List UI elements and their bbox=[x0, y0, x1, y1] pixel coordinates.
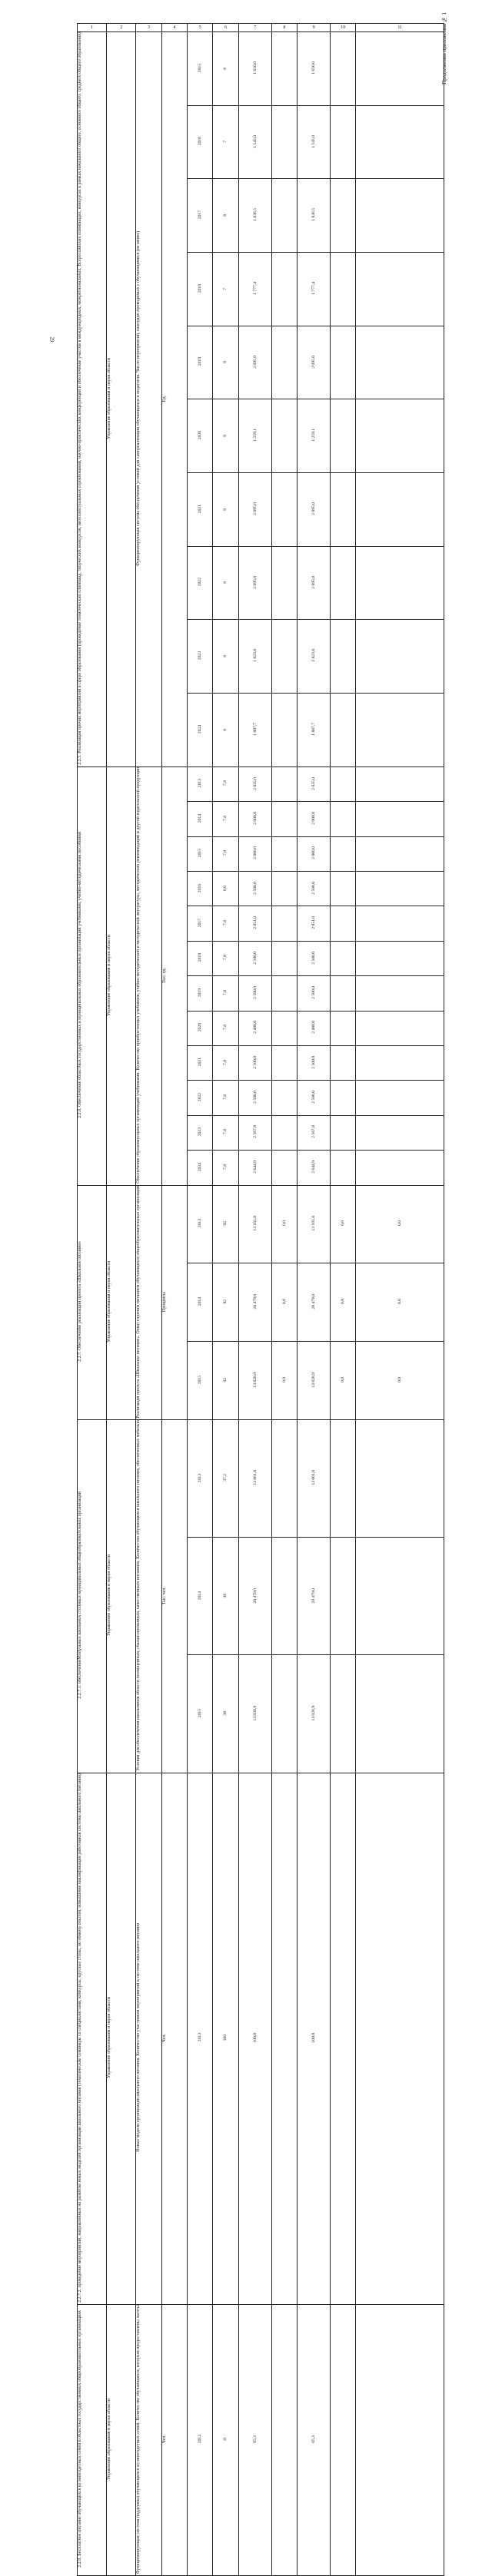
fed-cell bbox=[271, 620, 297, 694]
table-row bbox=[78, 767, 444, 801]
total-cell: 1 836,5 bbox=[238, 179, 271, 253]
column-number-cell: 7 bbox=[238, 24, 271, 32]
total-cell: 2 567,8 bbox=[238, 1115, 271, 1150]
qty-cell: 8 bbox=[213, 399, 238, 473]
other-cell bbox=[356, 546, 444, 620]
fed-cell bbox=[271, 976, 297, 1011]
fed-cell: 0,0 bbox=[271, 1185, 297, 1263]
year-cell: 2017 bbox=[188, 906, 213, 941]
regional-cell: 2 051,0 bbox=[298, 906, 331, 941]
year-cell: 2024 bbox=[188, 1151, 213, 1185]
table-row bbox=[78, 1420, 444, 1538]
qty-cell: 7,8 bbox=[213, 836, 238, 871]
qty-cell: 8 bbox=[213, 179, 238, 253]
regional-cell: 1 887,7 bbox=[298, 694, 331, 767]
regional-cell: 13 061,8 bbox=[298, 1420, 331, 1538]
regional-cell: 1 545,0 bbox=[298, 105, 331, 179]
qty-cell: 160 bbox=[213, 1773, 238, 2304]
other-cell bbox=[356, 906, 444, 941]
table-row bbox=[78, 1185, 444, 1263]
total-cell: 2 000,0 bbox=[238, 802, 271, 836]
executor-cell: Управление образования и науки области bbox=[107, 2304, 136, 2575]
year-cell: 2022 bbox=[188, 1081, 213, 1115]
local-cell bbox=[331, 941, 356, 975]
year-cell: 2019 bbox=[188, 326, 213, 399]
total-cell: 1 777,4 bbox=[238, 253, 271, 326]
regional-cell: 2 500,0 bbox=[298, 976, 331, 1011]
qty-cell: 8 bbox=[213, 694, 238, 767]
qty-cell: 7,8 bbox=[213, 1151, 238, 1185]
year-cell: 2016 bbox=[188, 871, 213, 906]
year-cell: 2015 bbox=[188, 836, 213, 871]
column-number-cell: 3 bbox=[136, 24, 161, 32]
qty-cell: 92 bbox=[213, 1185, 238, 1263]
regional-cell: 13 028,9 bbox=[298, 1655, 331, 1773]
fed-cell bbox=[271, 1655, 297, 1773]
column-number-cell: 2 bbox=[107, 24, 136, 32]
regional-cell: 2 500,0 bbox=[298, 871, 331, 906]
qty-cell: 7,8 bbox=[213, 1011, 238, 1045]
local-cell bbox=[331, 1115, 356, 1150]
other-cell bbox=[356, 1011, 444, 1045]
qty-cell: 8 bbox=[213, 620, 238, 694]
fed-cell bbox=[271, 32, 297, 106]
qty-cell: 7 bbox=[213, 105, 238, 179]
total-cell: 1 823,8 bbox=[238, 620, 271, 694]
fed-cell: 0,0 bbox=[271, 1263, 297, 1342]
local-cell: 0,0 bbox=[331, 1263, 356, 1342]
year-cell: 2019 bbox=[188, 976, 213, 1011]
other-cell bbox=[356, 767, 444, 801]
fed-cell bbox=[271, 1081, 297, 1115]
year-cell: 2015 bbox=[188, 1342, 213, 1420]
local-cell bbox=[331, 2304, 356, 2575]
indicator-cell: Функционирующая система поддержки обучающихся из многодетных семей. Количество обучающихся, которым предоставлены льготы bbox=[136, 2304, 161, 2575]
local-cell bbox=[331, 620, 356, 694]
total-cell: 13 061,8 bbox=[238, 1420, 271, 1538]
regional-cell: 1 259,1 bbox=[298, 399, 331, 473]
other-cell bbox=[356, 399, 444, 473]
qty-cell: 8 bbox=[213, 473, 238, 547]
other-cell bbox=[356, 2304, 444, 2575]
column-number-cell: 11 bbox=[356, 24, 444, 32]
indicator-cell: Новые модели организации школьного питания. Количество участников мероприятий в системе школьного питания bbox=[136, 1773, 161, 2304]
total-cell: 65,3 bbox=[238, 2304, 271, 2575]
unit-cell: Чел. bbox=[161, 2304, 187, 2575]
qty-cell: 92 bbox=[213, 1342, 238, 1420]
fed-cell bbox=[271, 694, 297, 767]
executor-cell: Управление образования и науки области bbox=[107, 767, 136, 1185]
fed-cell bbox=[271, 1011, 297, 1045]
unit-cell: Тыс. ед. bbox=[161, 767, 187, 1185]
year-cell: 2015 bbox=[188, 32, 213, 106]
measure-cell: 2.2.8. Бесплатное питание обучающихся из многодетных семей в областных государственных общеобразовательных организациях bbox=[78, 2304, 107, 2575]
unit-cell: Проценты bbox=[161, 1185, 187, 1420]
regional-cell: 20 479,0 bbox=[298, 1263, 331, 1342]
year-cell: 2013 bbox=[188, 1420, 213, 1538]
qty-cell: 38 bbox=[213, 1655, 238, 1773]
column-number-cell: 10 bbox=[331, 24, 356, 32]
annex-label: Продолжение приложения № 1 bbox=[441, 12, 447, 84]
year-cell: 2017 bbox=[188, 179, 213, 253]
total-cell: 2 500,0 bbox=[238, 1045, 271, 1080]
qty-cell: 7,8 bbox=[213, 802, 238, 836]
regional-cell: 2 500,0 bbox=[298, 1045, 331, 1080]
local-cell bbox=[331, 906, 356, 941]
measure-cell: 2.2.5. Реализация прочих мероприятий в сфере образования (проведение тематических олимпиад, творческих конкурсов, интеллектуальных соревнований, научно-практических конференций и обеспечение участия в международных, межрегиональных, Всероссийских олимпиадах, конкурсах в рамках начального общего, основного общего, среднего общего образования) bbox=[78, 32, 107, 767]
regional-cell: 20 479,0 bbox=[298, 1538, 331, 1655]
local-cell bbox=[331, 1081, 356, 1115]
fed-cell bbox=[271, 1151, 297, 1185]
qty-cell: 7,8 bbox=[213, 941, 238, 975]
other-cell bbox=[356, 253, 444, 326]
total-cell: 2 500,0 bbox=[238, 871, 271, 906]
fed-cell bbox=[271, 906, 297, 941]
fed-cell bbox=[271, 767, 297, 801]
column-number-cell: 4 bbox=[161, 24, 187, 32]
other-cell bbox=[356, 694, 444, 767]
local-cell bbox=[331, 326, 356, 399]
year-cell: 2020 bbox=[188, 1011, 213, 1045]
column-number-cell: 5 bbox=[188, 24, 213, 32]
regional-cell: 65,3 bbox=[298, 2304, 331, 2575]
fed-cell bbox=[271, 1420, 297, 1538]
measure-cell: 2.2.7. Обеспечение реализации проекта «Школьное питание» bbox=[78, 1185, 107, 1420]
qty-cell: 38 bbox=[213, 1538, 238, 1655]
local-cell bbox=[331, 32, 356, 106]
total-cell: 2 500,0 bbox=[238, 1081, 271, 1115]
year-cell: 2013 bbox=[188, 2304, 213, 2575]
regional-cell: 2 095,0 bbox=[298, 546, 331, 620]
regional-cell: 2 644,9 bbox=[298, 1151, 331, 1185]
other-cell bbox=[356, 326, 444, 399]
qty-cell: 8,6 bbox=[213, 871, 238, 906]
other-cell bbox=[356, 1151, 444, 1185]
fed-cell bbox=[271, 2304, 297, 2575]
local-cell bbox=[331, 1655, 356, 1773]
executor-cell: Управление образования и науки области bbox=[107, 1185, 136, 1420]
year-cell: 2014 bbox=[188, 1263, 213, 1342]
fed-cell bbox=[271, 1115, 297, 1150]
other-cell bbox=[356, 32, 444, 106]
column-number-cell: 6 bbox=[213, 24, 238, 32]
total-cell: 2 095,0 bbox=[238, 546, 271, 620]
executor-cell: Управление образования и науки области bbox=[107, 32, 136, 767]
regional-cell: 100,0 bbox=[298, 1773, 331, 2304]
fed-cell bbox=[271, 1538, 297, 1655]
other-cell: 0,0 bbox=[356, 1342, 444, 1420]
fed-cell bbox=[271, 546, 297, 620]
regional-cell: 13 161,8 bbox=[298, 1185, 331, 1263]
regional-cell: 2 567,8 bbox=[298, 1115, 331, 1150]
year-cell: 2014 bbox=[188, 802, 213, 836]
other-cell bbox=[356, 1420, 444, 1538]
total-cell: 1 887,7 bbox=[238, 694, 271, 767]
executor-cell: Управление образования и науки области bbox=[107, 1773, 136, 2304]
total-cell: 2 480,0 bbox=[238, 1011, 271, 1045]
year-cell: 2013 bbox=[188, 1185, 213, 1263]
other-cell bbox=[356, 836, 444, 871]
table-row bbox=[78, 1773, 444, 2304]
budget-table bbox=[77, 23, 444, 2576]
other-cell bbox=[356, 1115, 444, 1150]
year-cell: 2018 bbox=[188, 253, 213, 326]
other-cell bbox=[356, 871, 444, 906]
other-cell bbox=[356, 473, 444, 547]
regional-cell: 13 028,9 bbox=[298, 1342, 331, 1420]
fed-cell bbox=[271, 326, 297, 399]
column-number-cell: 9 bbox=[298, 24, 331, 32]
total-cell: 1 545,0 bbox=[238, 105, 271, 179]
indicator-cell: Реализация проекта «Школьное питание». Охват горячим питанием обучающихся общеобразовательных организаций bbox=[136, 1185, 161, 1420]
total-cell: 100,0 bbox=[238, 1773, 271, 2304]
local-cell: 0,0 bbox=[331, 1342, 356, 1420]
other-cell bbox=[356, 1538, 444, 1655]
regional-cell: 2 095,0 bbox=[298, 473, 331, 547]
total-cell: 13 028,9 bbox=[238, 1342, 271, 1420]
year-cell: 2016 bbox=[188, 105, 213, 179]
total-cell: 2 500,0 bbox=[238, 941, 271, 975]
measure-cell: 2.2.7.1. обеспечениеModульных школьных столовых муниципальных общеобразовательных организаций bbox=[78, 1420, 107, 1773]
year-cell: 2015 bbox=[188, 1655, 213, 1773]
local-cell bbox=[331, 253, 356, 326]
local-cell bbox=[331, 767, 356, 801]
other-cell bbox=[356, 976, 444, 1011]
fed-cell bbox=[271, 253, 297, 326]
fed-cell bbox=[271, 105, 297, 179]
fed-cell bbox=[271, 179, 297, 253]
local-cell bbox=[331, 546, 356, 620]
other-cell bbox=[356, 620, 444, 694]
local-cell bbox=[331, 1151, 356, 1185]
fed-cell bbox=[271, 871, 297, 906]
qty-cell: 11 bbox=[213, 2304, 238, 2575]
unit-cell: Тыс. чел. bbox=[161, 1420, 187, 1773]
other-cell bbox=[356, 179, 444, 253]
year-cell: 2014 bbox=[188, 1538, 213, 1655]
qty-cell: 7 bbox=[213, 253, 238, 326]
total-cell: 2 000,0 bbox=[238, 836, 271, 871]
indicator-cell: Функционирующая система обеспечения условий для самореализации обучающихся и педагогов. Число мероприятий, ежегодно проводимых с обучающимися (не менее) bbox=[136, 32, 161, 767]
regional-cell: 2 000,0 bbox=[298, 836, 331, 871]
other-cell bbox=[356, 1773, 444, 2304]
year-cell: 2021 bbox=[188, 473, 213, 547]
budget-table-wrap bbox=[77, 23, 444, 2574]
total-cell: 13 028,9 bbox=[238, 1655, 271, 1773]
regional-cell: 2 500,0 bbox=[298, 941, 331, 975]
local-cell bbox=[331, 802, 356, 836]
other-cell bbox=[356, 1045, 444, 1080]
year-cell: 2018 bbox=[188, 941, 213, 975]
fed-cell bbox=[271, 1045, 297, 1080]
page-number: 29 bbox=[48, 336, 55, 343]
unit-cell: Ед. bbox=[161, 32, 187, 767]
year-cell: 2013 bbox=[188, 1773, 213, 2304]
qty-cell: 7,8 bbox=[213, 1115, 238, 1150]
total-cell: 2 035,0 bbox=[238, 767, 271, 801]
local-cell bbox=[331, 694, 356, 767]
other-cell: 0,0 bbox=[356, 1263, 444, 1342]
local-cell bbox=[331, 1420, 356, 1538]
column-number-cell: 1 bbox=[78, 24, 107, 32]
column-number-cell: 8 bbox=[271, 24, 297, 32]
regional-cell: 2 000,0 bbox=[298, 802, 331, 836]
year-cell: 2022 bbox=[188, 546, 213, 620]
other-cell bbox=[356, 105, 444, 179]
year-cell: 2020 bbox=[188, 399, 213, 473]
regional-cell: 2 035,0 bbox=[298, 767, 331, 801]
qty-cell: 8 bbox=[213, 32, 238, 106]
total-cell: 2 095,0 bbox=[238, 326, 271, 399]
other-cell bbox=[356, 1655, 444, 1773]
regional-cell: 2 095,0 bbox=[298, 326, 331, 399]
local-cell bbox=[331, 473, 356, 547]
local-cell bbox=[331, 179, 356, 253]
local-cell bbox=[331, 105, 356, 179]
fed-cell bbox=[271, 941, 297, 975]
qty-cell: 8 bbox=[213, 546, 238, 620]
fed-cell bbox=[271, 473, 297, 547]
year-cell: 2021 bbox=[188, 1045, 213, 1080]
total-cell: 20 479,0 bbox=[238, 1263, 271, 1342]
local-cell bbox=[331, 1538, 356, 1655]
local-cell bbox=[331, 871, 356, 906]
local-cell: 0,0 bbox=[331, 1185, 356, 1263]
regional-cell: 1 650,0 bbox=[298, 32, 331, 106]
local-cell bbox=[331, 976, 356, 1011]
qty-cell: 37,2 bbox=[213, 1420, 238, 1538]
executor-cell: Управление образования и науки области bbox=[107, 1420, 136, 1773]
regional-cell: 1 823,8 bbox=[298, 620, 331, 694]
local-cell bbox=[331, 836, 356, 871]
local-cell bbox=[331, 399, 356, 473]
local-cell bbox=[331, 1773, 356, 2304]
regional-cell: 1 777,4 bbox=[298, 253, 331, 326]
other-cell bbox=[356, 941, 444, 975]
other-cell bbox=[356, 802, 444, 836]
year-cell: 2023 bbox=[188, 620, 213, 694]
fed-cell bbox=[271, 802, 297, 836]
regional-cell: 1 836,5 bbox=[298, 179, 331, 253]
total-cell: 2 644,9 bbox=[238, 1151, 271, 1185]
fed-cell bbox=[271, 399, 297, 473]
year-cell: 2013 bbox=[188, 767, 213, 801]
regional-cell: 2 480,0 bbox=[298, 1011, 331, 1045]
table-row bbox=[78, 2304, 444, 2575]
qty-cell: 7,8 bbox=[213, 976, 238, 1011]
year-cell: 2024 bbox=[188, 694, 213, 767]
qty-cell: 7,8 bbox=[213, 1045, 238, 1080]
local-cell bbox=[331, 1011, 356, 1045]
total-cell: 2 051,0 bbox=[238, 906, 271, 941]
total-cell: 1 259,1 bbox=[238, 399, 271, 473]
fed-cell bbox=[271, 1773, 297, 2304]
year-cell: 2023 bbox=[188, 1115, 213, 1150]
local-cell bbox=[331, 1045, 356, 1080]
other-cell bbox=[356, 1081, 444, 1115]
regional-cell: 2 500,0 bbox=[298, 1081, 331, 1115]
indicator-cell: Обеспечение образовательных организаций учебниками. Количество приобретенных учебников, учебно-методической и методической литературы, методических рекомендаций и другой издательской продукции bbox=[136, 767, 161, 1185]
fed-cell bbox=[271, 836, 297, 871]
qty-cell: 92 bbox=[213, 1263, 238, 1342]
qty-cell: 7,8 bbox=[213, 767, 238, 801]
total-cell: 1 650,0 bbox=[238, 32, 271, 106]
table-row bbox=[78, 32, 444, 106]
fed-cell: 0,0 bbox=[271, 1342, 297, 1420]
unit-cell: Чел. bbox=[161, 1773, 187, 2304]
other-cell: 0,0 bbox=[356, 1185, 444, 1263]
measure-cell: 2.2.7.2. проведение мероприятий, направленных на развитие новых моделей организации школьного питания (тематические семинары со специалистами, конкурсы, круглые столы, по обмену опытом, повышение квалификации работников системы школьного питания) bbox=[78, 1773, 107, 2304]
indicator-cell: Условия для обеспечения школьников области полноценным, сбалансированным, качественным питанием. Количество обучающихся школьного питания, обеспеченных мебелью bbox=[136, 1420, 161, 1773]
total-cell: 2 500,0 bbox=[238, 976, 271, 1011]
qty-cell: 8 bbox=[213, 326, 238, 399]
total-cell: 13 161,8 bbox=[238, 1185, 271, 1263]
measure-cell: 2.2.6. Обеспечение областных государственных и муниципальных образовательных организаций учебниками, учебно-методическими пособиями bbox=[78, 767, 107, 1185]
total-cell: 20 479,0 bbox=[238, 1538, 271, 1655]
qty-cell: 7,8 bbox=[213, 1081, 238, 1115]
column-number-row bbox=[78, 24, 444, 32]
qty-cell: 7,8 bbox=[213, 906, 238, 941]
total-cell: 2 095,0 bbox=[238, 473, 271, 547]
